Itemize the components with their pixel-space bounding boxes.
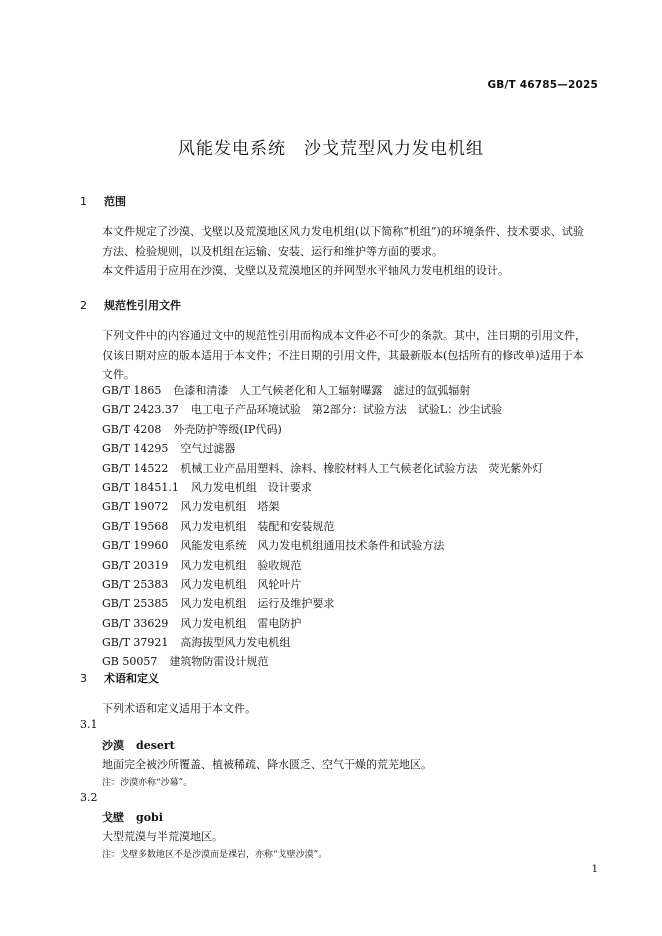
section-number: 3 [80, 672, 87, 685]
paragraph-text: 本文件适用于应用在沙漠、戈壁以及荒漠地区的并网型水平轴风力发电机组的设计。 [102, 264, 509, 277]
reference-code: GB/T 33629 [102, 616, 169, 630]
reference-item [102, 400, 543, 419]
reference-item [102, 439, 543, 458]
reference-code: GB/T 2423.37 [102, 403, 179, 417]
terms-intro-paragraph [80, 699, 593, 719]
term-heading [102, 737, 175, 753]
reference-code: GB/T 18451.1 [102, 480, 179, 494]
paragraph-text: 下列术语和定义适用于本文件。 [102, 702, 256, 715]
reference-item [102, 381, 543, 400]
reference-item [102, 517, 543, 536]
reference-title: 风力发电机组 验收规范 [180, 558, 302, 572]
reference-item [102, 420, 543, 439]
reference-item [102, 633, 543, 652]
reference-title: 风力发电机组 塔架 [180, 500, 280, 514]
term-definition: 地面完全被沙所覆盖、植被稀疏、降水匮乏、空气干燥的荒芜地区。 [102, 758, 432, 771]
reference-title: 空气过滤器 [180, 442, 236, 456]
reference-code: GB/T 19960 [102, 539, 169, 553]
reference-code: GB/T 19568 [102, 519, 169, 533]
normative-intro-paragraph [80, 326, 593, 385]
section-title: 范围 [104, 195, 126, 208]
reference-item [102, 594, 543, 613]
term-note: 注：戈壁多数地区不是沙漠而是裸岩，亦称“戈壁沙漠”。 [102, 850, 328, 860]
term-number: 3.2 [80, 791, 98, 804]
section-number: 1 [80, 195, 87, 208]
reference-title: 风力发电机组 风轮叶片 [180, 577, 302, 591]
section-number: 2 [80, 299, 87, 312]
reference-title: 色漆和清漆 人工气候老化和人工辐射曝露 滤过的氙弧辐射 [173, 384, 471, 397]
reference-item [102, 459, 543, 478]
term-chinese: 戈壁 [102, 811, 124, 824]
reference-item [102, 575, 543, 594]
page-number: 1 [591, 864, 598, 875]
paragraph-text: 下列文件中的内容通过文中的规范性引用而构成本文件必不可少的条款。其中，注日期的引用文件，仅该日期对应的版本适用于本文件；不注日期的引用文件，其最新版本(包括所有的修改单)适用于本文件。 [102, 329, 586, 381]
reference-title: 风力发电机组 装配和安装规范 [180, 519, 335, 533]
reference-code: GB/T 25385 [102, 597, 169, 611]
scope-paragraph-1 [80, 222, 593, 261]
reference-item [102, 652, 543, 671]
document-title: 风能发电系统 沙戈荒型风力发电机组 [178, 139, 484, 159]
reference-item [102, 556, 543, 575]
section-heading-scope [80, 193, 126, 209]
reference-code: GB/T 14522 [102, 461, 169, 475]
reference-list [102, 381, 543, 672]
reference-title: 风力发电机组 运行及维护要求 [180, 597, 335, 611]
reference-title: 电工电子产品环境试验 第2部分：试验方法 试验L：沙尘试验 [190, 403, 503, 417]
term-english: gobi [136, 811, 163, 824]
scope-paragraph-2 [80, 261, 593, 281]
reference-code: GB/T 1865 [102, 384, 162, 397]
term-definition: 大型荒漠与半荒漠地区。 [102, 830, 223, 843]
term-note: 注：沙漠亦称“沙幕”。 [102, 778, 193, 788]
reference-item [102, 536, 543, 555]
reference-title: 风力发电机组 雷电防护 [180, 616, 302, 630]
reference-code: GB/T 4208 [102, 422, 162, 436]
term-number: 3.1 [80, 718, 98, 731]
reference-title: 高海拔型风力发电机组 [180, 636, 291, 650]
paragraph-text: 本文件规定了沙漠、戈壁以及荒漠地区风力发电机组(以下简称“机组”)的环境条件、技术要求、试验方法、检验规则，以及机组在运输、安装、运行和维护等方面的要求。 [102, 225, 584, 258]
reference-code: GB/T 25383 [102, 577, 169, 591]
section-title: 规范性引用文件 [104, 299, 181, 312]
reference-code: GB/T 37921 [102, 636, 169, 650]
reference-code: GB/T 20319 [102, 558, 169, 572]
term-english: desert [136, 739, 175, 752]
reference-code: GB/T 14295 [102, 442, 169, 456]
section-heading-terms [80, 670, 159, 686]
reference-title: 风能发电系统 风力发电机组通用技术条件和试验方法 [180, 539, 445, 553]
term-heading [102, 809, 163, 825]
reference-item [102, 614, 543, 633]
section-title: 术语和定义 [104, 672, 159, 685]
reference-code: GB/T 19072 [102, 500, 169, 514]
reference-item [102, 497, 543, 516]
reference-item [102, 478, 543, 497]
section-heading-normative-references [80, 297, 181, 313]
standard-code: GB/T 46785—2025 [487, 79, 598, 91]
reference-title: 风力发电机组 设计要求 [190, 480, 312, 494]
reference-code: GB 50057 [102, 655, 158, 669]
reference-title: 建筑物防雷设计规范 [169, 655, 269, 669]
reference-title: 外壳防护等级(IP代码) [173, 422, 282, 436]
reference-title: 机械工业产品用塑料、涂料、橡胶材料人工气候老化试验方法 荧光紫外灯 [180, 461, 544, 475]
term-chinese: 沙漠 [102, 739, 124, 752]
